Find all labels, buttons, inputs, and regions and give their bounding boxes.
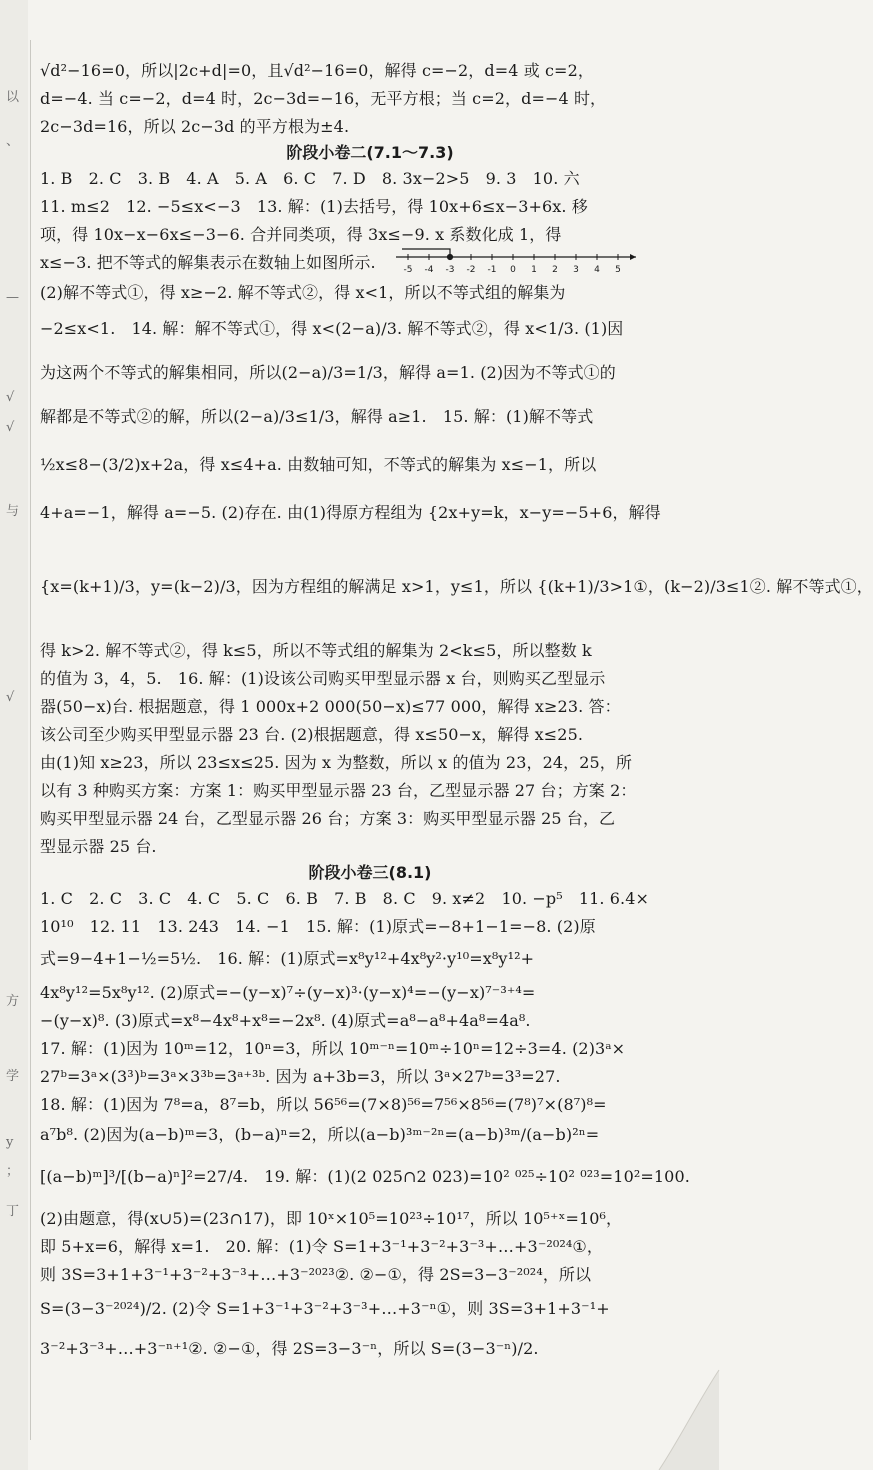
number-line-tick-label: 2 xyxy=(552,265,558,275)
margin-fragment: √ xyxy=(6,690,15,705)
answer-line: 由(1)知 x≥23，所以 23≤x≤25. 因为 x 为整数，所以 x 的值为 23，24，25，所 xyxy=(40,753,633,772)
number-line-solution-ray xyxy=(402,249,450,257)
number-line-tick-label: 5 xyxy=(615,265,621,275)
number-line-tick-label: 4 xyxy=(594,265,600,275)
number-line-tick-label: -2 xyxy=(466,265,476,275)
answer-line: 型显示器 25 台. xyxy=(40,837,157,856)
number-line-tick-label: 3 xyxy=(573,265,579,275)
answer-line: 17. 解：(1)因为 10ᵐ=12，10ⁿ=3，所以 10ᵐ⁻ⁿ=10ᵐ÷10ⁿ=12÷3=4. (2)3ᵃ× xyxy=(40,1039,626,1058)
margin-fragment: — xyxy=(6,290,19,305)
answer-line: 3⁻²+3⁻³+…+3⁻ⁿ⁺¹②. ②−①，得 2S=3−3⁻ⁿ，所以 S=(3−3⁻ⁿ)/2. xyxy=(40,1339,539,1358)
number-line-tick-label: -3 xyxy=(445,265,455,275)
answer-line: 即 5+x=6，解得 x=1. 20. 解：(1)令 S=1+3⁻¹+3⁻²+3⁻³+…+3⁻²⁰²⁴①， xyxy=(40,1237,603,1256)
answer-line: 的值为 3，4，5. 16. 解：(1)设该公司购买甲型显示器 x 台，则购买乙型显示 xyxy=(40,669,606,688)
answer-line: 10¹⁰ 12. 11 13. 243 14. −1 15. 解：(1)原式=−8+1−1=−8. (2)原 xyxy=(40,917,596,936)
answer-line: 18. 解：(1)因为 7⁸=a，8⁷=b，所以 56⁵⁶=(7×8)⁵⁶=7⁵⁶×8⁵⁶=(7⁸)⁷×(8⁷)⁸= xyxy=(40,1095,607,1114)
answer-line: (2)由题意，得(x∪5)=(23∩17)，即 10ˣ×10⁵=10²³÷10¹⁷，所以 10⁵⁺ˣ=10⁶， xyxy=(40,1209,623,1228)
answer-line: x≤−3. 把不等式的解集表示在数轴上如图所示. xyxy=(40,253,376,272)
answer-line: 购买甲型显示器 24 台，乙型显示器 26 台；方案 3：购买甲型显示器 25 台，乙 xyxy=(40,809,616,828)
answer-line: {x=(k+1)/3，y=(k−2)/3，因为方程组的解满足 x>1，y≤1，所以 {(k+1)/3>1①，(k−2)/3≤1②. 解不等式①， xyxy=(40,577,873,596)
section-heading: 阶段小卷三(8.1) xyxy=(308,863,432,882)
answer-line: a⁷b⁸. (2)因为(a−b)ᵐ=3，(b−a)ⁿ=2，所以(a−b)³ᵐ⁻²ⁿ=(a−b)³ᵐ/(a−b)²ⁿ= xyxy=(40,1125,600,1144)
number-line-tick-label: 1 xyxy=(531,265,537,275)
answer-line: 解都是不等式②的解，所以(2−a)/3≤1/3，解得 a≥1. 15. 解：(1)解不等式 xyxy=(40,407,594,426)
answer-line: 4+a=−1，解得 a=−5. (2)存在. 由(1)得原方程组为 {2x+y=k，x−y=−5+6，解得 xyxy=(40,503,661,522)
answer-line: (2)解不等式①，得 x≥−2. 解不等式②，得 x<1，所以不等式组的解集为 xyxy=(40,283,566,302)
number-line-figure xyxy=(392,245,642,277)
margin-fragment: ； xyxy=(6,1164,20,1179)
answer-line: 4x⁸y¹²=5x⁸y¹². (2)原式=−(y−x)⁷÷(y−x)³·(y−x)⁴=−(y−x)⁷⁻³⁺⁴= xyxy=(40,983,536,1002)
margin-fragment: 丁 xyxy=(6,1204,20,1219)
answer-line: 1. C 2. C 3. C 4. C 5. C 6. B 7. B 8. C 9. x≠2 10. −p⁵ 11. 6.4× xyxy=(40,889,650,908)
margin-fragment: 与 xyxy=(6,504,20,519)
answer-line: 1. B 2. C 3. B 4. A 5. A 6. C 7. D 8. 3x−2>5 9. 3 10. 六 xyxy=(40,169,580,188)
answer-line: −(y−x)⁸. (3)原式=x⁸−4x⁸+x⁸=−2x⁸. (4)原式=a⁸−a⁸+4a⁸=4a⁸. xyxy=(40,1011,531,1030)
answer-line: d=−4. 当 c=−2，d=4 时，2c−3d=−16，无平方根；当 c=2，d=−4 时， xyxy=(40,89,607,108)
answer-line: 2c−3d=16，所以 2c−3d 的平方根为±4. xyxy=(40,117,350,136)
margin-fragment: 、 xyxy=(6,134,20,149)
margin-fragment: 学 xyxy=(6,1069,20,1084)
number-line-arrow xyxy=(630,254,636,260)
margin-fragment: y xyxy=(6,1135,14,1150)
answer-line: 以有 3 种购买方案：方案 1：购买甲型显示器 23 台，乙型显示器 27 台；方案 2： xyxy=(40,781,637,800)
answer-line: −2≤x<1. 14. 解：解不等式①，得 x<(2−a)/3. 解不等式②，得 x<1/3. (1)因 xyxy=(40,319,624,338)
margin-fragment: √ xyxy=(6,390,15,405)
page-curl xyxy=(639,1350,719,1470)
answer-line: √d²−16=0，所以|2c+d|=0，且√d²−16=0，解得 c=−2，d=4 或 c=2， xyxy=(40,61,594,80)
answer-line: ½x≤8−(3/2)x+2a，得 x≤4+a. 由数轴可知，不等式的解集为 x≤−1，所以 xyxy=(40,455,597,474)
left-margin-strip xyxy=(0,0,28,1470)
margin-fragment: √ xyxy=(6,420,15,435)
number-line-ticks xyxy=(402,249,621,275)
answer-line: 为这两个不等式的解集相同，所以(2−a)/3=1/3，解得 a=1. (2)因为不等式①的 xyxy=(40,363,616,382)
number-line-tick-label: 0 xyxy=(510,265,516,275)
answer-line: 得 k>2. 解不等式②，得 k≤5，所以不等式组的解集为 2<k≤5，所以整数 k xyxy=(40,641,592,660)
answer-line: 器(50−x)台. 根据题意，得 1 000x+2 000(50−x)≤77 000，解得 x≥23. 答： xyxy=(40,697,621,716)
answer-line: [(a−b)ᵐ]³/[(b−a)ⁿ]²=27/4. 19. 解：(1)(2 025∩2 023)=10² ⁰²⁵÷10² ⁰²³=10²=100. xyxy=(40,1167,690,1186)
number-line-tick-label: -5 xyxy=(403,265,413,275)
margin-fragment: 方 xyxy=(6,994,20,1009)
number-line-endpoint xyxy=(447,254,452,259)
answer-line: 则 3S=3+1+3⁻¹+3⁻²+3⁻³+…+3⁻²⁰²³②. ②−①，得 2S=3−3⁻²⁰²⁴，所以 xyxy=(40,1265,592,1284)
answer-line: 11. m≤2 12. −5≤x<−3 13. 解：(1)去括号，得 10x+6≤x−3+6x. 移 xyxy=(40,197,588,216)
answer-line: S=(3−3⁻²⁰²⁴)/2. (2)令 S=1+3⁻¹+3⁻²+3⁻³+…+3⁻ⁿ①，则 3S=3+1+3⁻¹+ xyxy=(40,1299,610,1318)
margin-fragment: 以 xyxy=(6,90,20,105)
number-line-tick-label: -1 xyxy=(487,265,497,275)
answer-line: 27ᵇ=3ᵃ×(3³)ᵇ=3ᵃ×3³ᵇ=3ᵃ⁺³ᵇ. 因为 a+3b=3，所以 3ᵃ×27ᵇ=3³=27. xyxy=(40,1067,561,1086)
margin-rule xyxy=(30,40,31,1440)
answer-line: 式=9−4+1−½=5½. 16. 解：(1)原式=x⁸y¹²+4x⁸y²·y¹⁰=x⁸y¹²+ xyxy=(40,949,535,968)
number-line-tick-label: -4 xyxy=(424,265,434,275)
section-heading: 阶段小卷二(7.1～7.3) xyxy=(286,143,454,162)
answer-line: 项，得 10x−x−6x≤−3−6. 合并同类项，得 3x≤−9. x 系数化成 1，得 xyxy=(40,225,562,244)
answer-line: 该公司至少购买甲型显示器 23 台. (2)根据题意，得 x≤50−x，解得 x≤25. xyxy=(40,725,584,744)
